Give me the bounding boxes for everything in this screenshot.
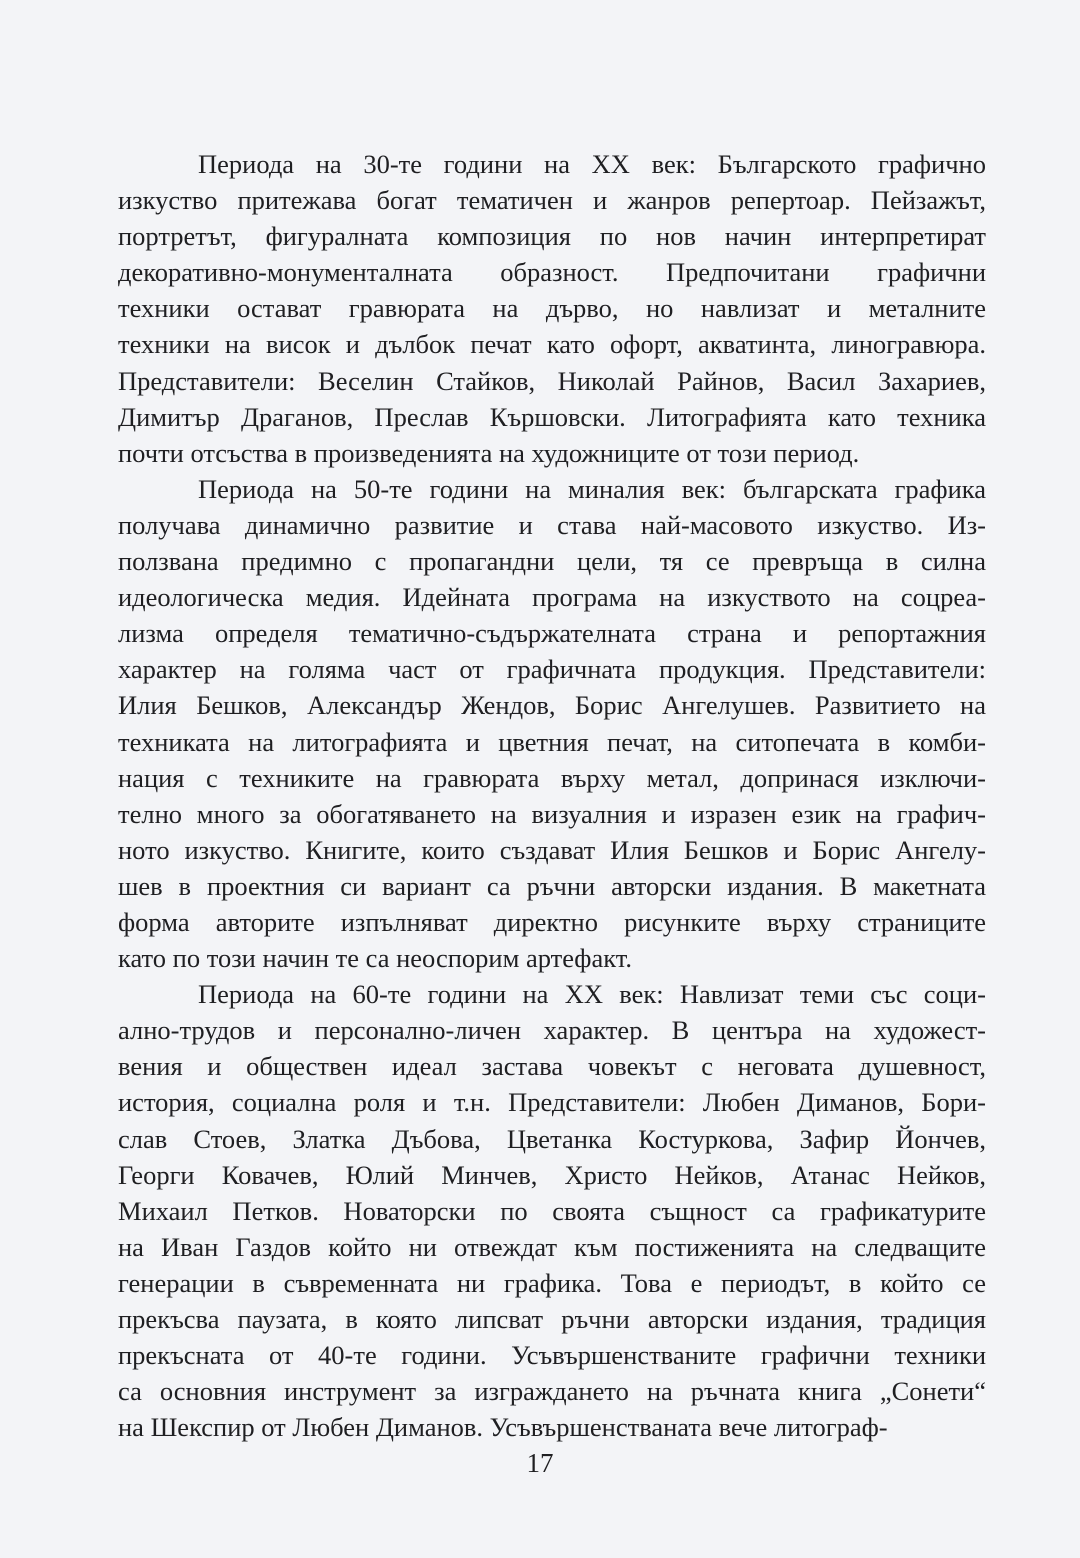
text-line: Периода на 60-те години на ХХ век: Навлизат теми със соци- [198,979,986,1010]
text-line: телно много за обогатяването на визуалния и изразен език на графич- [118,798,986,829]
text-line: форма авторите изпълняват директно рисунките върху страниците [118,906,986,937]
text-line: лизма определя тематично-съдържателната страна и репортажния [118,618,986,649]
text-line: декоративно-монументалната образност. Предпочитани графични [118,257,986,288]
text-line: получава динамично развитие и става най-масовото изкуство. Из- [118,509,986,540]
text-line: идеологическа медия. Идейната програма на изкуството на соцреа- [118,582,986,613]
text-line: на Шекспир от Любен Диманов. Усъвършенстваната вече литограф- [118,1412,888,1443]
text-line: Илия Бешков, Александър Жендов, Борис Ангелушев. Развитието на [118,690,986,721]
text-line: нация с техниките на гравюрата върху метал, допринася изключи- [118,762,986,793]
text-line: почти отсъства в произведенията на художниците от този период. [118,437,860,468]
text-line: на Иван Газдов който ни отвеждат към постиженията на следващите [118,1231,986,1262]
paragraph [118,471,986,976]
text-line: техники остават гравюрата на дърво, но навлизат и металните [118,293,986,324]
paragraph [118,146,986,471]
text-line: ното изкуство. Книгите, които създават Илия Бешков и Борис Ангелу- [118,834,986,865]
text-line: ално-трудов и персонално-личен характер. В центъра на художест- [118,1015,986,1046]
text-line: като по този начин те са неоспорим артефакт. [118,943,632,974]
text-line: Георги Ковачев, Юлий Минчев, Христо Нейков, Атанас Нейков, [118,1159,986,1190]
text-line: характер на голяма част от графичната продукция. Представители: [118,654,986,685]
body-text [118,146,986,1445]
text-line: Представители: Веселин Стайков, Николай Райнов, Васил Захариев, [118,365,986,396]
text-line: Периода на 30-те години на ХХ век: Българското графично [198,149,986,179]
text-line: вения и обществен идеал застава човекът с неговата душевност, [118,1051,986,1082]
text-line: портретът, фигуралната композиция по нов начин интерпретират [118,221,986,252]
text-line: изкуство притежава богат тематичен и жанров репертоар. Пейзажът, [118,185,986,216]
text-line: генерации в съвременната ни графика. Това е периодът, в който се [118,1267,986,1298]
text-line: техниката на литографията и цветния печат, на ситопечата в комби- [118,726,986,757]
text-line: слав Стоев, Златка Дъбова, Цветанка Костуркова, Зафир Йончев, [118,1123,986,1154]
paragraph [118,976,986,1445]
page-number: 17 [526,1448,554,1478]
text-line: Михаил Петков. Новаторски по своята същност са графикатурите [118,1195,986,1226]
text-line: ползвана предимно с пропагандни цели, тя се превръща в силна [118,546,986,577]
text-line: шев в проектния си вариант са ръчни авторски издания. В макетната [118,870,986,901]
text-line: Димитър Драганов, Преслав Кършовски. Литографията като техника [118,401,986,432]
text-line: история, социална роля и т.н. Представители: Любен Диманов, Бори- [118,1087,986,1118]
text-line: Периода на 50-те години на миналия век: българската графика [198,473,986,504]
text-line: прекъсната от 40-те години. Усъвършенстваните графични техники [118,1340,986,1371]
text-line: техники на висок и дълбок печат като офорт, акватинта, линогравюра. [118,329,986,360]
text-line: прекъсва паузата, в която липсват ръчни авторски издания, традиция [118,1304,986,1334]
text-line: са основния инструмент за изграждането на ръчната книга „Сонети“ [118,1376,986,1407]
